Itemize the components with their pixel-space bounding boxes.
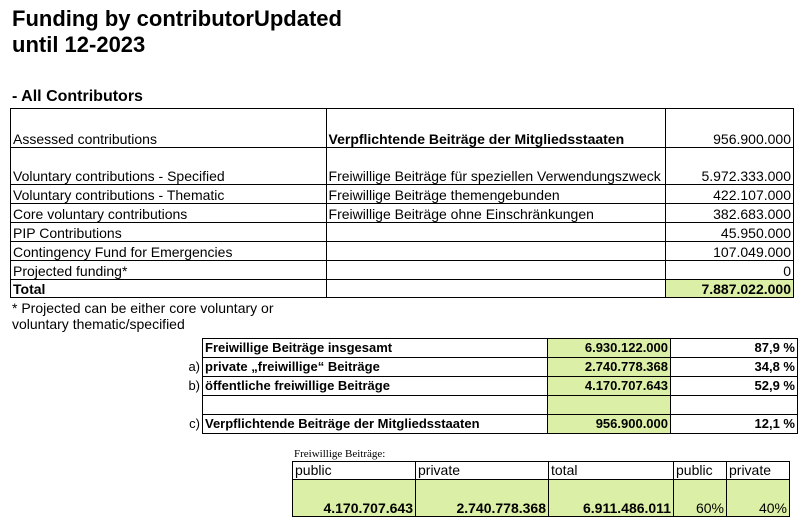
row-letter: c) bbox=[189, 416, 200, 431]
summary-value: 956.900.000 bbox=[548, 415, 671, 434]
private-percent: 40% bbox=[727, 480, 790, 517]
summary-percent: 12,1 % bbox=[671, 415, 798, 434]
summary-row bbox=[184, 358, 798, 377]
contribution-german bbox=[326, 242, 666, 261]
freiwillige-caption: Freiwillige Beiträge: bbox=[294, 448, 386, 460]
summary-value: 4.170.707.643 bbox=[548, 377, 671, 396]
summary-value: 6.930.122.000 bbox=[548, 339, 671, 358]
public-value: 4.170.707.643 bbox=[293, 480, 416, 517]
column-header: private bbox=[416, 462, 549, 480]
contribution-value: 956.900.000 bbox=[666, 109, 794, 148]
contribution-value: 382.683.000 bbox=[666, 204, 794, 223]
total-value: 6.911.486.011 bbox=[549, 480, 674, 517]
summary-row bbox=[184, 415, 798, 434]
contribution-german bbox=[326, 223, 666, 242]
table-row bbox=[11, 185, 794, 204]
contribution-label: Projected funding* bbox=[11, 261, 327, 280]
contribution-value: 0 bbox=[666, 261, 794, 280]
summary-percent: 34,8 % bbox=[671, 358, 798, 377]
contribution-german: Freiwillige Beiträge themengebunden bbox=[326, 185, 666, 204]
public-percent: 60% bbox=[674, 480, 727, 517]
table-row bbox=[11, 223, 794, 242]
contribution-value: 5.972.333.000 bbox=[666, 148, 794, 185]
total-row bbox=[11, 280, 794, 298]
summary-spacer bbox=[184, 396, 798, 415]
contribution-label: Core voluntary contributions bbox=[11, 204, 327, 223]
contribution-german bbox=[326, 261, 666, 280]
contribution-german: Freiwillige Beiträge für speziellen Verwendungszweck bbox=[326, 148, 666, 185]
summary-percent: 87,9 % bbox=[671, 339, 798, 358]
summary-text: Freiwillige Beiträge insgesamt bbox=[203, 339, 548, 358]
freiwillige-value-row bbox=[293, 480, 790, 517]
contribution-label: Assessed contributions bbox=[11, 109, 327, 148]
column-header: private bbox=[727, 462, 790, 480]
total-german bbox=[326, 280, 666, 298]
summary-text: private „freiwillige“ Beiträge bbox=[203, 358, 548, 377]
contribution-label: Contingency Fund for Emergencies bbox=[11, 242, 327, 261]
contribution-value: 422.107.000 bbox=[666, 185, 794, 204]
contributions-table bbox=[10, 108, 794, 298]
projected-note: * Projected can be either core voluntary or voluntary thematic/specified bbox=[12, 300, 274, 332]
table-row bbox=[11, 109, 794, 148]
table-row bbox=[11, 148, 794, 185]
contribution-label: Voluntary contributions - Thematic bbox=[11, 185, 327, 204]
contribution-german: Verpflichtende Beiträge der Mitgliedsstaaten bbox=[326, 109, 666, 148]
freiwillige-header-row bbox=[293, 462, 790, 480]
contribution-german: Freiwillige Beiträge ohne Einschränkungen bbox=[326, 204, 666, 223]
private-value: 2.740.778.368 bbox=[416, 480, 549, 517]
summary-row bbox=[184, 377, 798, 396]
freiwillige-table bbox=[292, 461, 790, 517]
summary-table bbox=[184, 338, 798, 434]
summary-percent: 52,9 % bbox=[671, 377, 798, 396]
contribution-value: 45.950.000 bbox=[666, 223, 794, 242]
summary-text: Verpflichtende Beiträge der Mitgliedsstaaten bbox=[203, 415, 548, 434]
summary-text: öffentliche freiwillige Beiträge bbox=[203, 377, 548, 396]
page-title: Funding by contributorUpdated until 12-2023 bbox=[12, 6, 342, 57]
row-letter: b) bbox=[188, 378, 200, 393]
table-row bbox=[11, 242, 794, 261]
total-value: 7.887.022.000 bbox=[666, 280, 794, 298]
total-label: Total bbox=[11, 280, 327, 298]
row-letter: a) bbox=[188, 359, 200, 374]
row-letter bbox=[184, 339, 203, 358]
column-header: public bbox=[293, 462, 416, 480]
table-row bbox=[11, 204, 794, 223]
page-subtitle: - All Contributors bbox=[12, 88, 143, 105]
column-header: public bbox=[674, 462, 727, 480]
table-row bbox=[11, 261, 794, 280]
summary-row bbox=[184, 339, 798, 358]
column-header: total bbox=[549, 462, 674, 480]
summary-value: 2.740.778.368 bbox=[548, 358, 671, 377]
contribution-label: Voluntary contributions - Specified bbox=[11, 148, 327, 185]
contribution-label: PIP Contributions bbox=[11, 223, 327, 242]
contribution-value: 107.049.000 bbox=[666, 242, 794, 261]
